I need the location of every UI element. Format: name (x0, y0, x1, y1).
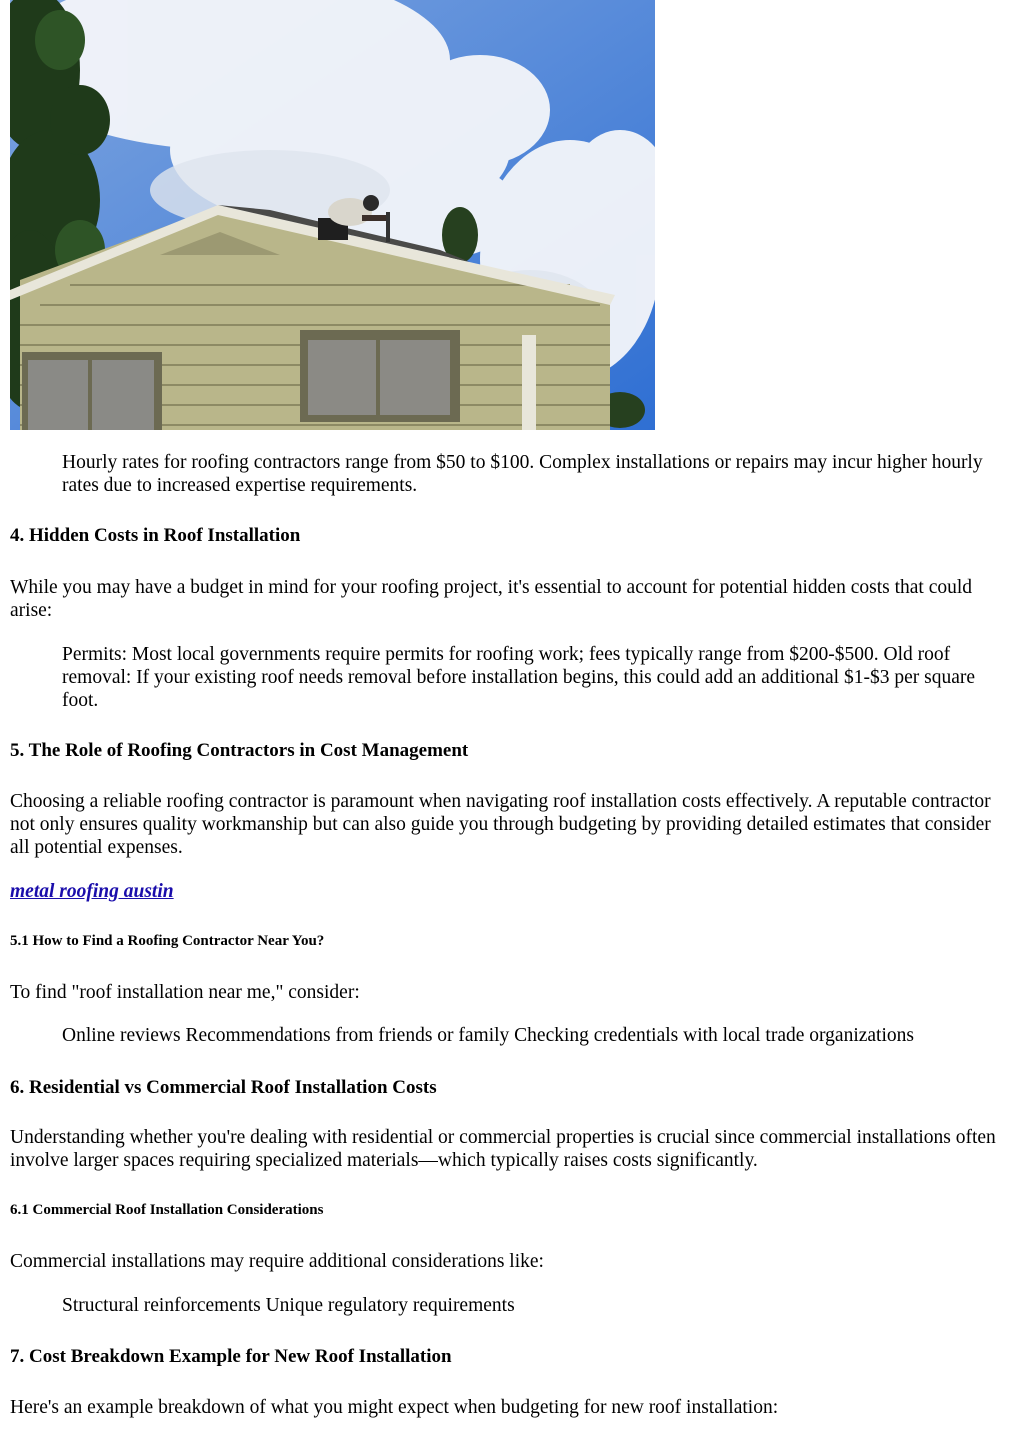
heading-cost-breakdown: 7. Cost Breakdown Example for New Roof Installation (10, 1346, 452, 1367)
metal-roofing-austin-link[interactable]: metal roofing austin (10, 881, 174, 902)
role-contractors-text: Choosing a reliable roofing contractor is paramount when navigating roof installation costs effectively. A reputable contractor not only ensures quality workmanship but can also guide you through budgeting by providing detailed estimates that consider all potential expenses. (10, 791, 991, 858)
commercial-considerations-list: Structural reinforcements Unique regulatory requirements (62, 1295, 515, 1316)
find-contractor-intro: To find "roof installation near me," consider: (10, 982, 360, 1003)
hourly-rates-text: Hourly rates for roofing contractors range from $50 to $100. Complex installations or repairs may incur higher hourly rates due to increased expertise requirements. (62, 452, 983, 496)
heading-hidden-costs: 4. Hidden Costs in Roof Installation (10, 525, 301, 546)
cost-breakdown-intro: Here's an example breakdown of what you might expect when budgeting for new roof installation: (10, 1397, 779, 1418)
heading-residential-commercial: 6. Residential vs Commercial Roof Installation Costs (10, 1077, 437, 1098)
roof-worker-photo (10, 0, 655, 430)
heading-find-contractor: 5.1 How to Find a Roofing Contractor Near You? (10, 933, 325, 949)
residential-commercial-text: Understanding whether you're dealing with residential or commercial properties is crucial since commercial installations often involve larger spaces requiring specialized materials—which typically raises costs significantly. (10, 1127, 996, 1171)
find-contractor-list: Online reviews Recommendations from friends or family Checking credentials with local trade organizations (62, 1025, 914, 1046)
heading-commercial-considerations: 6.1 Commercial Roof Installation Considerations (10, 1202, 324, 1218)
permits-text: Permits: Most local governments require permits for roofing work; fees typically range from $200-$500. Old roof removal: If your existing roof needs removal before installation begins, this could add an additional $1-$3 per square foot. (62, 644, 975, 711)
hidden-costs-intro: While you may have a budget in mind for your roofing project, it's essential to account for potential hidden costs that could arise: (10, 577, 973, 621)
heading-role-contractors: 5. The Role of Roofing Contractors in Cost Management (10, 740, 469, 761)
commercial-considerations-intro: Commercial installations may require additional considerations like: (10, 1251, 544, 1272)
metal-roofing-link-wrap (10, 880, 1010, 903)
